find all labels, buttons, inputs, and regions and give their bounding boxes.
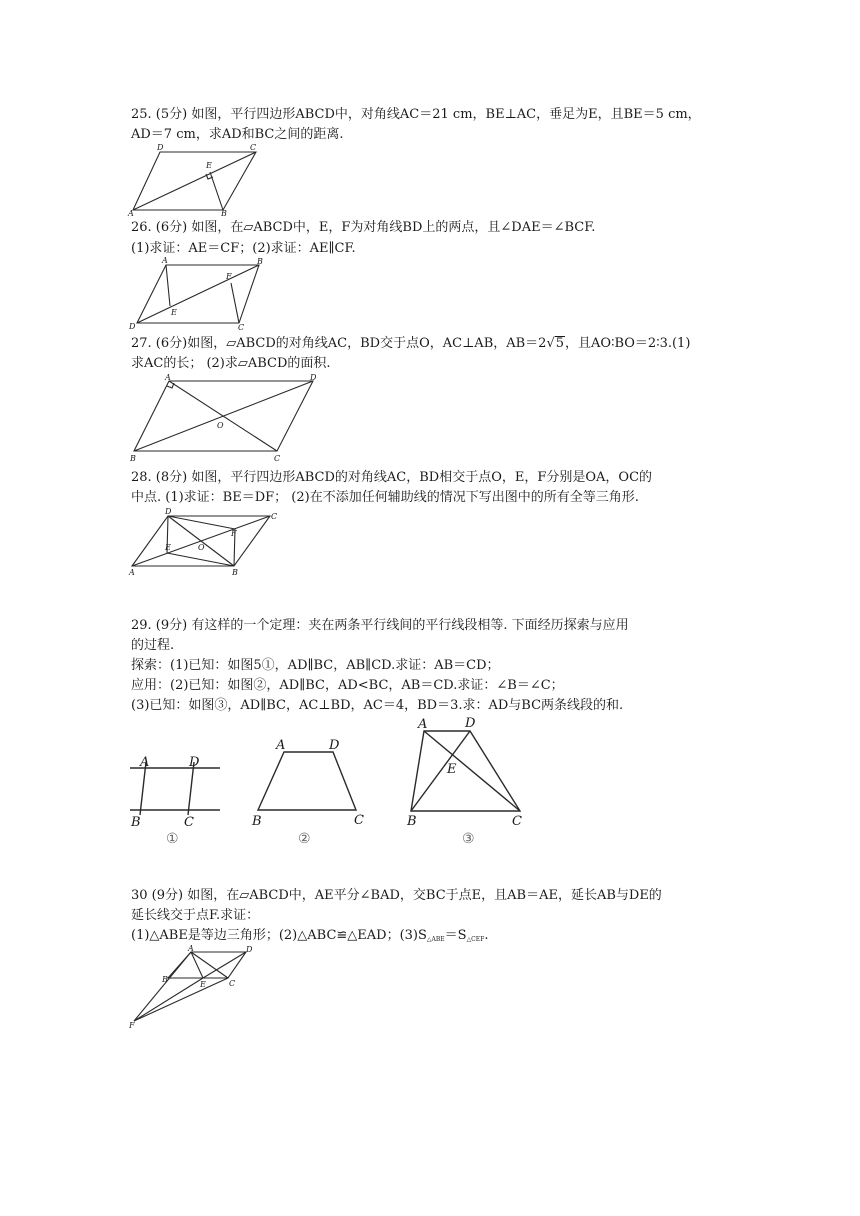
q25-label-a: A bbox=[128, 209, 134, 218]
q29-line2: 的过程. bbox=[131, 638, 175, 653]
q26-label-b: B bbox=[257, 257, 263, 266]
q30-segment-af bbox=[134, 952, 191, 1021]
q28-label-a: A bbox=[129, 568, 135, 577]
q28-label-e: E bbox=[165, 543, 171, 552]
q25-label-c: C bbox=[250, 143, 257, 152]
q28-label-d: D bbox=[165, 507, 172, 516]
q30-label-b: B bbox=[162, 975, 168, 984]
q26-label-d: D bbox=[129, 322, 136, 331]
q26-segment-cf bbox=[231, 283, 239, 323]
q30-segment-cf bbox=[134, 978, 228, 1021]
q27-line1-b: ，且AO∶BO＝2∶3.(1) bbox=[565, 336, 691, 351]
q29-fig1-label-a: A bbox=[140, 755, 150, 770]
q28-label-f: F bbox=[231, 529, 237, 538]
q28-label-c: C bbox=[271, 512, 278, 521]
q25-label-e: E bbox=[206, 161, 212, 170]
q25-line2: AD＝7 cm，求AD和BC之间的距离. bbox=[131, 127, 344, 142]
q27-label-a: A bbox=[165, 373, 171, 382]
q27-label-o: O bbox=[217, 421, 224, 430]
q28-label-b: B bbox=[232, 568, 238, 577]
q30-segment-ed bbox=[134, 978, 203, 1021]
q25-figure bbox=[128, 142, 268, 217]
q26-figure bbox=[128, 255, 268, 330]
q26-label-c: C bbox=[238, 323, 245, 332]
q28-segment-be bbox=[167, 553, 234, 566]
q29-fig3-label-c: C bbox=[512, 814, 522, 829]
q29-fig1-caption: ① bbox=[166, 831, 179, 847]
q28-label-o: O bbox=[198, 543, 205, 552]
q30-line3-end: . bbox=[484, 928, 489, 943]
q27-label-d: D bbox=[310, 373, 317, 382]
q26-line2: (1)求证：AE＝CF；(2)求证：AE∥CF. bbox=[131, 241, 356, 256]
q29-fig3-caption: ③ bbox=[462, 831, 475, 847]
q26-line1: 26. (6分) 如图，在▱ABCD中，E，F为对角线BD上的两点，且∠DAE＝∠BCF. bbox=[131, 220, 596, 235]
q29-figure-3 bbox=[404, 714, 534, 847]
q30-label-c: C bbox=[229, 979, 236, 988]
q30-line1: 30 (9分) 如图，在▱ABCD中，AE平分∠BAD，交BC于点E，且AB＝AE，延长AB与DE的 bbox=[131, 888, 662, 903]
q27-line2: 求AC的长； (2)求▱ABCD的面积. bbox=[131, 356, 331, 371]
q28-line1: 28. (8分) 如图，平行四边形ABCD的对角线AC，BD相交于点O，E，F分别是OA，OC的 bbox=[131, 470, 653, 485]
q29-fig2-label-b: B bbox=[252, 814, 262, 829]
q29-fig2-label-d: D bbox=[329, 738, 340, 753]
q27-radicand: 5 bbox=[555, 336, 565, 351]
q29-fig2-label-c: C bbox=[354, 813, 364, 828]
q29-fig2-trapezoid bbox=[258, 752, 356, 810]
q25-diagonal-ac bbox=[133, 152, 256, 210]
q29-fig3-diagonal-ac bbox=[424, 731, 520, 811]
q27-line1-a: 27. (6分)如图，▱ABCD的对角线AC，BD交于点O，AC⊥AB，AB＝2 bbox=[131, 336, 547, 351]
q28-figure bbox=[128, 506, 283, 576]
q29-fig3-label-b: B bbox=[407, 814, 417, 829]
q27-label-b: B bbox=[130, 454, 136, 463]
q30-figure bbox=[128, 944, 263, 1034]
q26-label-f: F bbox=[226, 272, 232, 281]
q29-fig2-label-a: A bbox=[276, 738, 286, 753]
q26-label-a: A bbox=[162, 256, 168, 265]
q28-diagonal-bd bbox=[168, 516, 234, 566]
q29-line1: 29. (9分) 有这样的一个定理：夹在两条平行线间的平行线段相等. 下面经历探索与应用 bbox=[131, 618, 629, 633]
q25-label-b: B bbox=[221, 209, 227, 218]
q29-figure-1 bbox=[128, 752, 228, 847]
q27-sqrt-sign: √ bbox=[546, 336, 555, 351]
q25-label-d: D bbox=[157, 143, 164, 152]
q29-fig3-diagonal-bd bbox=[411, 731, 470, 811]
q26-segment-ae bbox=[166, 265, 170, 306]
q30-label-a: A bbox=[188, 944, 194, 953]
q27-line1 bbox=[131, 335, 690, 353]
q27-diagonal-bd bbox=[134, 381, 313, 451]
q26-label-e: E bbox=[171, 308, 177, 317]
q26-diagonal-bd bbox=[137, 265, 259, 323]
q28-segment-df bbox=[168, 516, 235, 529]
q29-fig3-label-d: D bbox=[465, 716, 476, 731]
q29-line5: (3)已知：如图③，AD∥BC，AC⊥BD，AC＝4，BD＝3.求：AD与BC两条线段的和. bbox=[131, 698, 624, 713]
q27-label-c: C bbox=[274, 454, 281, 463]
q29-fig3-trapezoid bbox=[411, 731, 520, 811]
q27-figure bbox=[128, 370, 328, 465]
q29-fig1-label-c: C bbox=[184, 815, 194, 830]
q29-line4: 应用：(2)已知：如图②，AD∥BC，AD<BC，AB＝CD.求证：∠B＝∠C； bbox=[131, 678, 564, 693]
q30-line2: 延长线交于点F.求证： bbox=[131, 908, 260, 923]
q28-line2: 中点. (1)求证：BE＝DF； (2)在不添加任何辅助线的情况下写出图中的所有全等三角形. bbox=[131, 490, 639, 505]
q30-sub-cef: △CEF bbox=[466, 936, 485, 943]
q29-fig3-label-a: A bbox=[418, 717, 428, 732]
q25-line1: 25. (5分) 如图，平行四边形ABCD中，对角线AC＝21 cm，BE⊥AC，垂足为E，且BE＝5 cm， bbox=[131, 107, 701, 122]
q29-fig1-label-b: B bbox=[131, 815, 141, 830]
q29-fig1-label-d: D bbox=[189, 755, 200, 770]
q30-label-e: E bbox=[200, 980, 206, 989]
q29-fig3-label-e: E bbox=[447, 762, 457, 777]
q29-line3: 探索：(1)已知：如图5①，AD∥BC，AB∥CD.求证：AB＝CD； bbox=[131, 658, 500, 673]
q29-fig2-caption: ② bbox=[298, 831, 311, 847]
q30-label-f: F bbox=[129, 1021, 135, 1030]
q30-sub-abe: △ABE bbox=[426, 936, 445, 943]
q29-figure-2 bbox=[250, 735, 370, 847]
q30-line3-eq: ＝S bbox=[444, 928, 467, 943]
q30-label-d: D bbox=[246, 945, 253, 954]
q30-line3-a: (1)△ABE是等边三角形；(2)△ABC≌△EAD；(3)S bbox=[131, 928, 427, 943]
